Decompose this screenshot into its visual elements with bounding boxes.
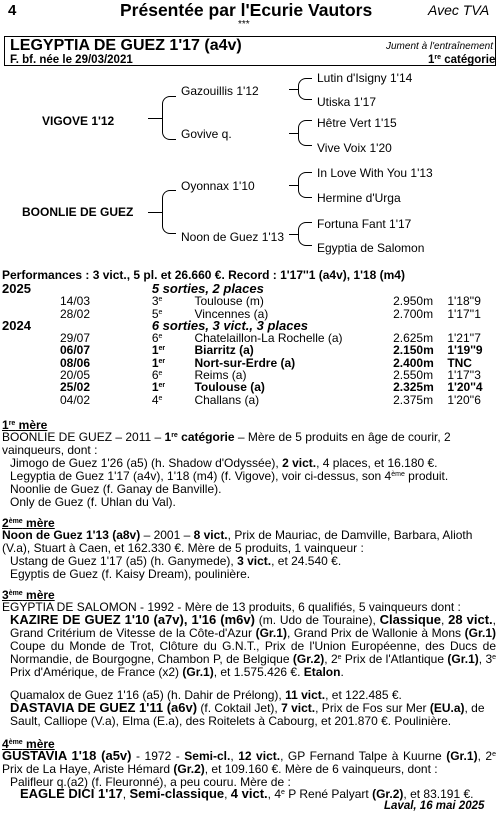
dam2-produce-2: Egyptis de Guez (f. Kaisy Dream), poulinière. [10,567,251,581]
performance-track: Chatelaillon-La Rochelle (a) [194,331,343,346]
pedigree-connector [289,234,298,235]
performance-date: 29/07 [60,331,91,346]
performance-date: 28/02 [60,306,91,321]
pedigree-brace-dam [162,190,176,234]
page-number: 4 [8,2,17,19]
dam4-heading: 4ème mère [2,737,55,751]
performance-distance: 2.375m [393,392,434,407]
dam2-intro: Noon de Guez 1'13 (a8v) – 2001 – 8 vict., Prix de Mauriac, de Damville, Barbara, Alioth (V.a), Stuart à Caen, et 162.330 €. Mère de 5 produits, 1 vainqueur : [2,528,473,555]
performance-year: 2024 [2,317,31,333]
performance-row [2,295,500,307]
performance-date: 08/06 [60,355,91,370]
horse-status: Jument à l'entraînement [386,41,493,52]
performances-summary: Performances : 3 vict., 5 pl. et 26.660 €. Record : 1'17''1 (a4v), 1'18 (m4) [2,268,405,282]
dam3-produce-2: Quamalox de Guez 1'16 (a5) (h. Dahir de Prélong), 11 vict., et 122.485 €. [10,688,402,702]
performance-distance: 2.700m [393,306,434,321]
dam2-heading: 2ème mère [2,516,55,530]
pedigree-ssd: Utiska 1'17 [317,95,376,109]
performance-place: 4e [151,392,163,407]
performance-distance: 2.325m [393,380,434,395]
pedigree-dss: In Love With You 1'13 [317,166,433,180]
performance-track: Toulouse (m) [194,294,264,309]
performance-time: 1'19''9 [447,343,483,358]
performance-year-summary: 5 sorties, 2 places [151,281,264,296]
dam2-produce-1: Ustang de Guez 1'17 (a5) (h. Ganymede), 3 vict., et 24.540 €. [10,554,342,568]
performance-time: 1'18''9 [447,294,481,309]
performance-track: Biarritz (a) [194,343,254,358]
performance-track: Toulouse (a) [194,380,265,395]
performance-place: 5e [151,306,163,321]
performance-time: 1'20''4 [447,380,483,395]
horse-birth: F. bf. née le 29/03/2021 [10,54,133,66]
performance-date: 06/07 [60,343,91,358]
performance-year-summary: 6 sorties, 3 vict., 3 places [151,317,308,333]
performance-track: Vincennes (a) [194,306,269,321]
pedigree-sdd: Vive Voix 1'20 [317,141,392,155]
pedigree-brace [298,120,312,146]
pedigree-sire: VIGOVE 1'12 [42,114,115,128]
horse-category: 1re catégorie [428,54,496,66]
performance-distance: 2.950m [393,294,434,309]
pedigree-ds: Oyonnax 1'10 [181,179,255,193]
page-title: Présentée par l'Ecurie Vautors [120,0,373,20]
performance-row [2,394,500,406]
dam3-produce-1: KAZIRE DE GUEZ 1'10 (a7v), 1'16 (m6v) (m. Udo de Touraine), Classique, 28 vict., Grand Critérium de Vitesse de la Côte-d'Azur (Gr.1), Grand Prix de Wallonie à Mons (Gr.1) Coupe du Monde de Trot, Clôture du G.N.T., Prix de l'Union Européenne, des Ducs de Normandie, de Bourgogne, Chambon P, de Belgique (Gr.2), 2e Prix de l'Atlantique (Gr.1), 3e Prix d'Amérique, de France (x2) (Gr.1), et 1.575.426 €. Etalon. [10,612,497,679]
dam3-produce-3: DASTAVIA DE GUEZ 1'11 (a6v) (f. Coktail Jet), 7 vict., Prix de Fos sur Mer (EU.a), de Sault, Calliope (V.a), Elma (E.a), des Roitelets à Cabourg, et 201.870 €. Poulinière. [10,700,485,728]
pedigree-dd: Noon de Guez 1'13 [181,230,285,244]
performance-distance: 2.150m [393,343,434,358]
pedigree-sd: Govive q. [181,127,232,141]
dam4-produce-2: EAGLE DICI 1'17, Semi-classique, 4 vict., 4e P René Palyart (Gr.2), et 83.191 €. [20,786,474,801]
dam3-intro: EGYPTIA DE SALOMON - 1992 - Mère de 13 produits, 6 qualifiés, 5 vainqueurs dont : [2,600,461,614]
performance-date: 25/02 [60,380,91,395]
performance-time: 1'20''6 [447,392,481,407]
performance-time: 1'17''3 [447,368,481,383]
vat-note: Avec TVA [428,2,490,18]
performance-place: 3e [151,294,163,309]
pedigree-connector [148,212,162,213]
performance-place: 1er [151,355,166,370]
performance-distance: 2.400m [393,355,434,370]
pedigree-ddd: Egyptia de Salomon [317,241,425,255]
performance-place: 1er [151,380,166,395]
performance-date: 14/03 [60,294,91,309]
pedigree-dam: BOONLIE DE GUEZ [22,205,134,219]
dam4-produce-1: Palifleur q.(a2) (f. Fleuronné), a peu couru. Mère de : [10,775,291,789]
performance-time: TNC [447,355,472,370]
dam3-heading: 3ème mère [2,588,55,602]
performance-distance: 2.550m [393,368,434,383]
pedigree-brace [298,172,312,198]
performances-list [2,283,500,406]
pedigree-ss: Gazouillis 1'12 [181,84,259,98]
dam1-intro: BOONLIE DE GUEZ – 2011 – 1re catégorie – Mère de 5 produits en âge de courir, 2 vainqueurs, dont : [2,430,451,457]
dam1-produce-1: Jimogo de Guez 1'26 (a5) (h. Shadow d'Odyssée), 2 vict., 4 places, et 16.180 €. [10,456,438,470]
performance-track: Nort-sur-Erdre (a) [194,355,296,370]
pedigree-sss: Lutin d'Isigny 1'14 [317,71,413,85]
pedigree-connector [289,89,298,90]
horse-name: LEGYPTIA DE GUEZ 1'17 (a4v) [10,37,242,54]
performance-row [2,344,500,356]
performance-track: Challans (a) [194,392,260,407]
dam1-produce-3: Noonlie de Guez (f. Ganay de Banville). [10,482,222,496]
pedigree-connector [289,185,298,186]
pedigree-connector [148,118,162,119]
dam4-intro: GUSTAVIA 1'18 (a5v) - 1972 - Semi-cl., 12 vict., GP Fernand Talpe à Kuurne (Gr.1), 2e Prix de La Haye, Ariste Hémard (Gr.2), et 109.160 €. Mère de 6 vainqueurs, dont : [2,748,497,776]
pedigree-dsd: Hermine d'Urga [317,191,401,205]
pedigree-brace [298,222,312,246]
performance-row [2,381,500,393]
performance-date: 04/02 [60,392,91,407]
footer-place-date: Laval, 16 mai 2025 [384,800,485,812]
dam1-produce-4: Only de Guez (f. Uhlan du Val). [10,495,176,509]
dam1-heading: 1re mère [2,418,48,432]
performance-time: 1'17''1 [447,306,481,321]
performance-track: Reims (a) [194,368,247,383]
performance-place: 6e [151,368,163,383]
title-stars: *** [238,19,250,30]
pedigree-brace [298,78,312,100]
performance-time: 1'21''7 [447,331,481,346]
performance-place: 6e [151,331,163,346]
performance-place: 1er [151,343,166,358]
pedigree-dds: Fortuna Fant 1'17 [317,217,412,231]
performance-year: 2025 [2,281,31,296]
pedigree-brace-sire [162,96,176,140]
pedigree-sds: Hêtre Vert 1'15 [317,116,397,130]
performance-distance: 2.625m [393,331,434,346]
pedigree-connector [289,133,298,134]
dam1-produce-2: Legyptia de Guez 1'17 (a4v), 1'18 (m4) (f. Vigove), voir ci-dessus, son 4ème produit. [10,469,449,483]
performance-date: 20/05 [60,368,91,383]
performances-table [2,283,500,406]
